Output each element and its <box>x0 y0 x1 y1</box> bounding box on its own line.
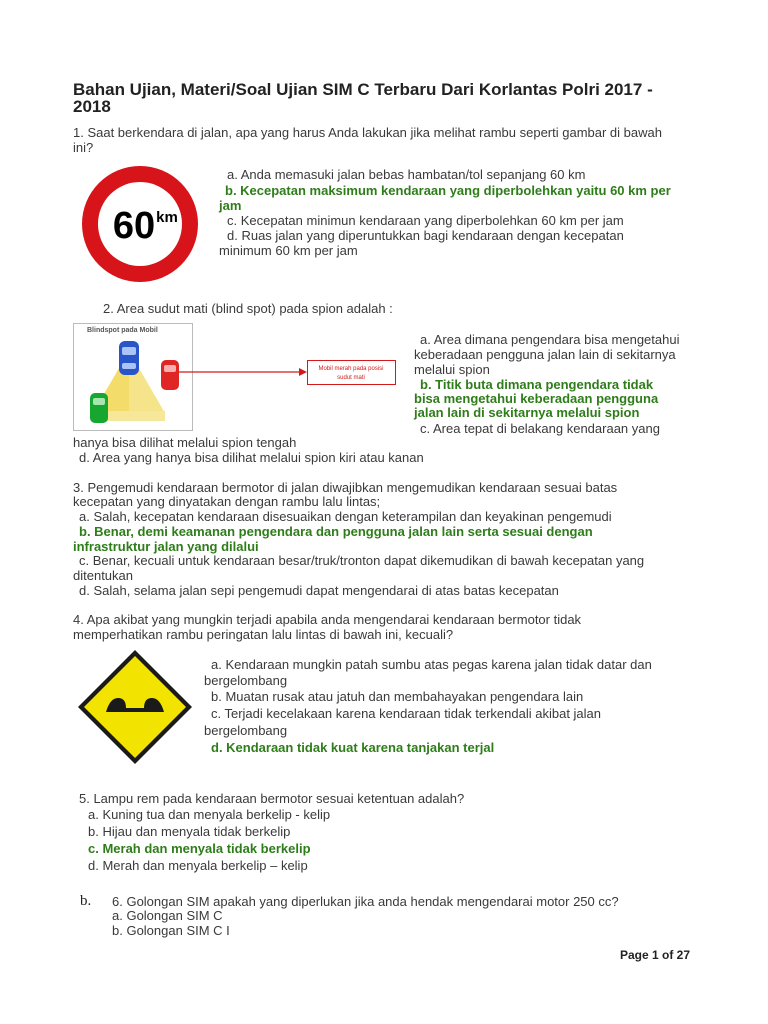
q2-option-b: b. Titik buta dimana pengendara tidak <box>420 377 654 392</box>
q4-option-a: a. Kendaraan mungkin patah sumbu atas pegas karena jalan tidak datar dan <box>211 657 652 672</box>
question-5-text: 5. Lampu rem pada kendaraan bermotor sesuai ketentuan adalah? <box>79 791 465 806</box>
diagram-title: Blindspot pada Mobil <box>87 327 158 334</box>
q3-option-d: d. Salah, selama jalan sepi pengemudi dapat mengendarai di atas batas kecepatan <box>79 583 559 598</box>
diagram-label-line2: sudut mati <box>337 375 365 381</box>
question-6-text: 6. Golongan SIM apakah yang diperlukan jika anda hendak mengendarai motor 250 cc? <box>112 894 619 909</box>
document-title-line1: Bahan Ujian, Materi/Soal Ujian SIM C Terbaru Dari Korlantas Polri 2017 - <box>73 80 653 99</box>
q4-option-b: b. Muatan rusak atau jatuh dan membahayakan pengendara lain <box>211 689 584 704</box>
speed-limit-sign-image <box>80 164 200 284</box>
diagram-label-line1: Mobil merah pada posisi <box>318 366 384 372</box>
question-3-text-cont: kecepatan yang dinyatakan dengan rambu lalu lintas; <box>73 494 381 509</box>
q2-option-b-cont2: jalan lain di sekitarnya melalui spion <box>414 405 640 420</box>
question-3-text: 3. Pengemudi kendaraan bermotor di jalan diwajibkan mengemudikan kendaraan sesuai batas <box>73 480 618 495</box>
q6-list-marker: b. <box>80 893 92 909</box>
q6-option-b: b. Golongan SIM C I <box>112 923 230 938</box>
q5-option-c: c. Merah dan menyala tidak berkelip <box>88 841 311 856</box>
q3-option-b-cont: infrastruktur jalan yang dilalui <box>73 539 259 554</box>
q6-option-a: a. Golongan SIM C <box>112 908 223 923</box>
q5-option-b: b. Hijau dan menyala tidak berkelip <box>88 824 291 839</box>
q1-option-c: c. Kecepatan minimun kendaraan yang diperbolehkan 60 km per jam <box>227 213 624 228</box>
q3-option-b: b. Benar, demi keamanan pengendara dan pengguna jalan lain serta sesuai dengan <box>79 524 593 539</box>
page-number: Page 1 of 27 <box>620 948 691 962</box>
q2-option-b-cont1: bisa mengetahui keberadaan pengguna <box>414 391 659 406</box>
q4-option-a-cont: bergelombang <box>204 673 288 688</box>
question-2-text: 2. Area sudut mati (blind spot) pada spion adalah : <box>103 301 393 316</box>
q4-option-c-cont: bergelombang <box>204 723 288 738</box>
q2-option-a: a. Area dimana pengendara bisa mengetahui <box>420 332 680 347</box>
q1-option-d-cont: minimum 60 km per jam <box>219 243 358 258</box>
bumpy-road-sign-image <box>76 648 194 766</box>
q1-option-a: a. Anda memasuki jalan bebas hambatan/tol sepanjang 60 km <box>227 167 586 182</box>
question-4-text: 4. Apa akibat yang mungkin terjadi apabila anda mengendarai kendaraan bermotor tidak <box>73 612 582 627</box>
q1-option-b-cont: jam <box>219 198 242 213</box>
q2-option-a-cont1: keberadaan pengguna jalan lain di sekitarnya <box>414 347 676 362</box>
q1-option-b: b. Kecepatan maksimum kendaraan yang diperbolehkan yaitu 60 km per <box>225 183 671 198</box>
q3-option-c-cont: ditentukan <box>73 568 133 583</box>
q2-option-a-cont2: melalui spion <box>414 362 490 377</box>
q3-option-c: c. Benar, kecuali untuk kendaraan besar/truk/tronton dapat dikemudikan di bawah kecepatan yang <box>79 553 645 568</box>
q1-option-d: d. Ruas jalan yang diperuntukkan bagi kendaraan dengan kecepatan <box>227 228 624 243</box>
q3-option-a: a. Salah, kecepatan kendaraan disesuaikan dengan keterampilan dan keyakinan pengemudi <box>79 509 612 524</box>
q4-option-d: d. Kendaraan tidak kuat karena tanjakan terjal <box>211 740 495 755</box>
q2-option-c-cont: hanya bisa dilihat melalui spion tengah <box>73 435 297 450</box>
question-1-text: 1. Saat berkendara di jalan, apa yang harus Anda lakukan jika melihat rambu seperti gambar di bawah <box>73 125 662 140</box>
q5-option-a: a. Kuning tua dan menyala berkelip - kelip <box>88 807 331 822</box>
sign-unit: km <box>156 209 178 226</box>
q4-option-c: c. Terjadi kecelakaan karena kendaraan tidak terkendali akibat jalan <box>211 706 602 721</box>
sign-number: 60 <box>112 205 156 247</box>
blind-spot-diagram-image <box>73 323 403 431</box>
q5-option-d: d. Merah dan menyala berkelip – kelip <box>88 858 308 873</box>
q2-option-c: c. Area tepat di belakang kendaraan yang <box>420 421 660 436</box>
question-4-text-cont: memperhatikan rambu peringatan lalu lintas di bawah ini, kecuali? <box>73 627 454 642</box>
q2-option-d: d. Area yang hanya bisa dilihat melalui spion kiri atau kanan <box>79 450 424 465</box>
document-title-line2: 2018 <box>73 97 111 116</box>
question-1-text-cont: ini? <box>73 140 94 155</box>
